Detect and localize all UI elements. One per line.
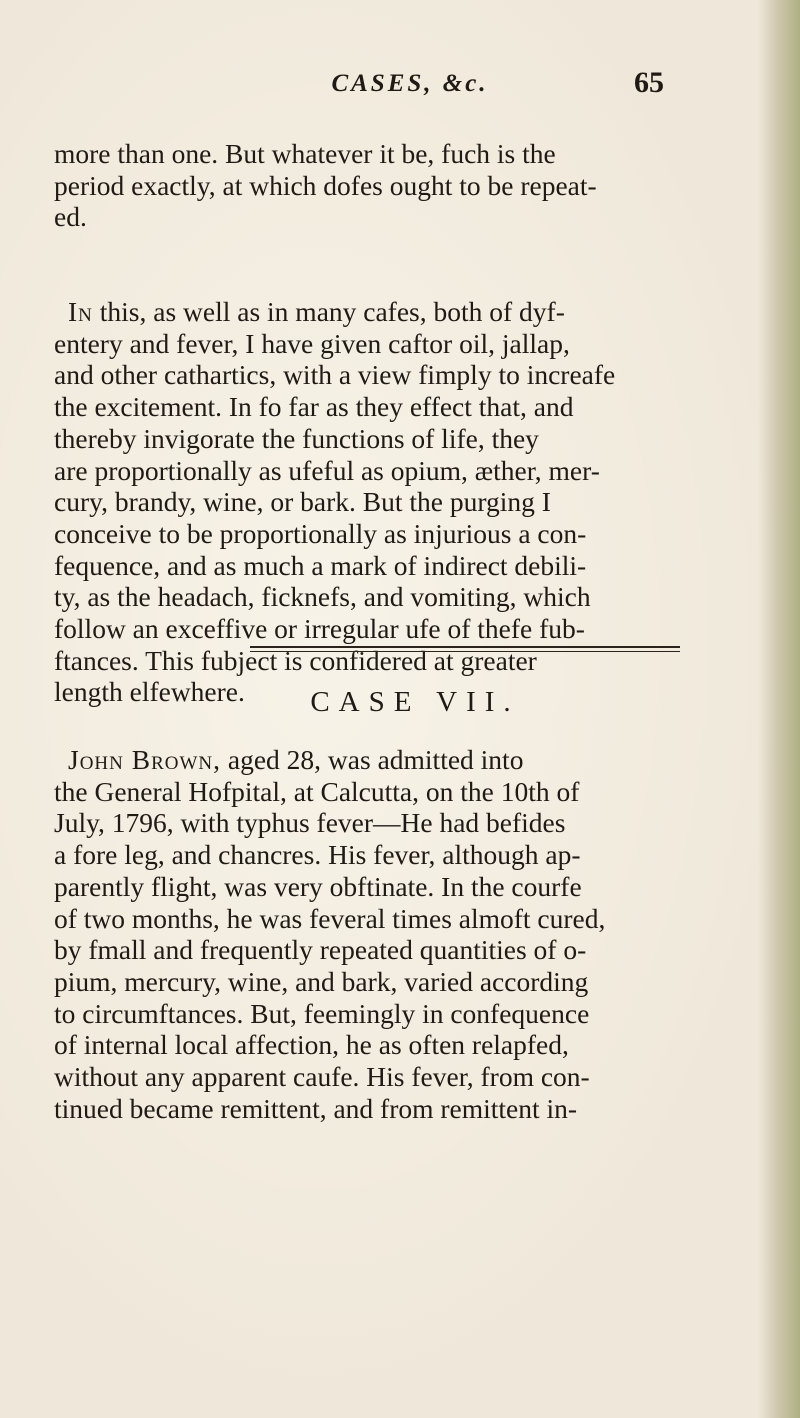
text-line: more than one. But whatever it be, fuch is the bbox=[54, 138, 556, 169]
text-line: conceive to be proportionally as injurious a con- bbox=[54, 517, 587, 549]
text-line-rest: this, as well as in many cafes, both of dyf- bbox=[99, 296, 565, 327]
text-line: pium, mercury, wine, and bark, varied according bbox=[54, 965, 589, 997]
text-line bbox=[54, 296, 680, 328]
text-line bbox=[54, 744, 680, 776]
text-line: ty, as the headach, ficknefs, and vomiting, which bbox=[54, 581, 591, 613]
text-line: the General Hofpital, at Calcutta, on the 10th of bbox=[54, 775, 580, 807]
text-line: period exactly, at which dofes ought to be repeat- bbox=[54, 169, 597, 201]
text-line: parently flight, was very obftinate. In the courfe bbox=[54, 870, 582, 902]
case-heading bbox=[0, 686, 800, 719]
text-line: entery and fever, I have given caftor oil, jallap, bbox=[54, 327, 570, 359]
page-header bbox=[0, 66, 800, 106]
text-line: thereby invigorate the functions of life, they bbox=[54, 422, 539, 454]
text-line: of two months, he was feveral times almoft cured, bbox=[54, 902, 606, 934]
text-line-rest: aged 28, was admitted into bbox=[227, 744, 524, 775]
text-line: to circumftances. But, feemingly in confequence bbox=[54, 997, 590, 1029]
text-line: of internal local affection, he as often relapfed, bbox=[54, 1029, 569, 1061]
section-divider-thin bbox=[250, 651, 680, 652]
text-line: July, 1796, with typhus fever—He had befides bbox=[54, 807, 566, 839]
text-line: ed. bbox=[54, 201, 87, 233]
patient-name: John Brown, bbox=[68, 744, 222, 775]
paragraph-continued bbox=[54, 138, 680, 233]
text-line: are proportionally as ufeful as opium, æther, mer- bbox=[54, 454, 600, 486]
running-head: CASES, &c. bbox=[331, 70, 489, 97]
page-number: 65 bbox=[634, 66, 664, 99]
text-line: without any apparent caufe. His fever, from con- bbox=[54, 1061, 590, 1093]
paragraph-lead: In bbox=[68, 296, 93, 327]
text-line: follow an exceffive or irregular ufe of thefe fub- bbox=[54, 613, 585, 645]
text-line: ftances. This fubject is confidered at greater bbox=[54, 644, 537, 676]
section-divider bbox=[250, 646, 680, 648]
case-heading-text: CASE VII. bbox=[310, 686, 520, 718]
paragraph-case-vii bbox=[54, 744, 680, 1124]
text-line: a fore leg, and chancres. His fever, although ap- bbox=[54, 839, 581, 871]
text-line: cury, brandy, wine, or bark. But the purging I bbox=[54, 486, 551, 518]
text-line: and other cathartics, with a view fimply to increafe bbox=[54, 359, 616, 391]
text-line: fequence, and as much a mark of indirect debili- bbox=[54, 549, 587, 581]
text-line: the excitement. In fo far as they effect that, and bbox=[54, 391, 574, 423]
text-line: by fmall and frequently repeated quantities of o- bbox=[54, 934, 587, 966]
text-line: tinued became remittent, and from remittent in- bbox=[54, 1092, 578, 1124]
text-line: length elfewhere. bbox=[54, 676, 245, 708]
